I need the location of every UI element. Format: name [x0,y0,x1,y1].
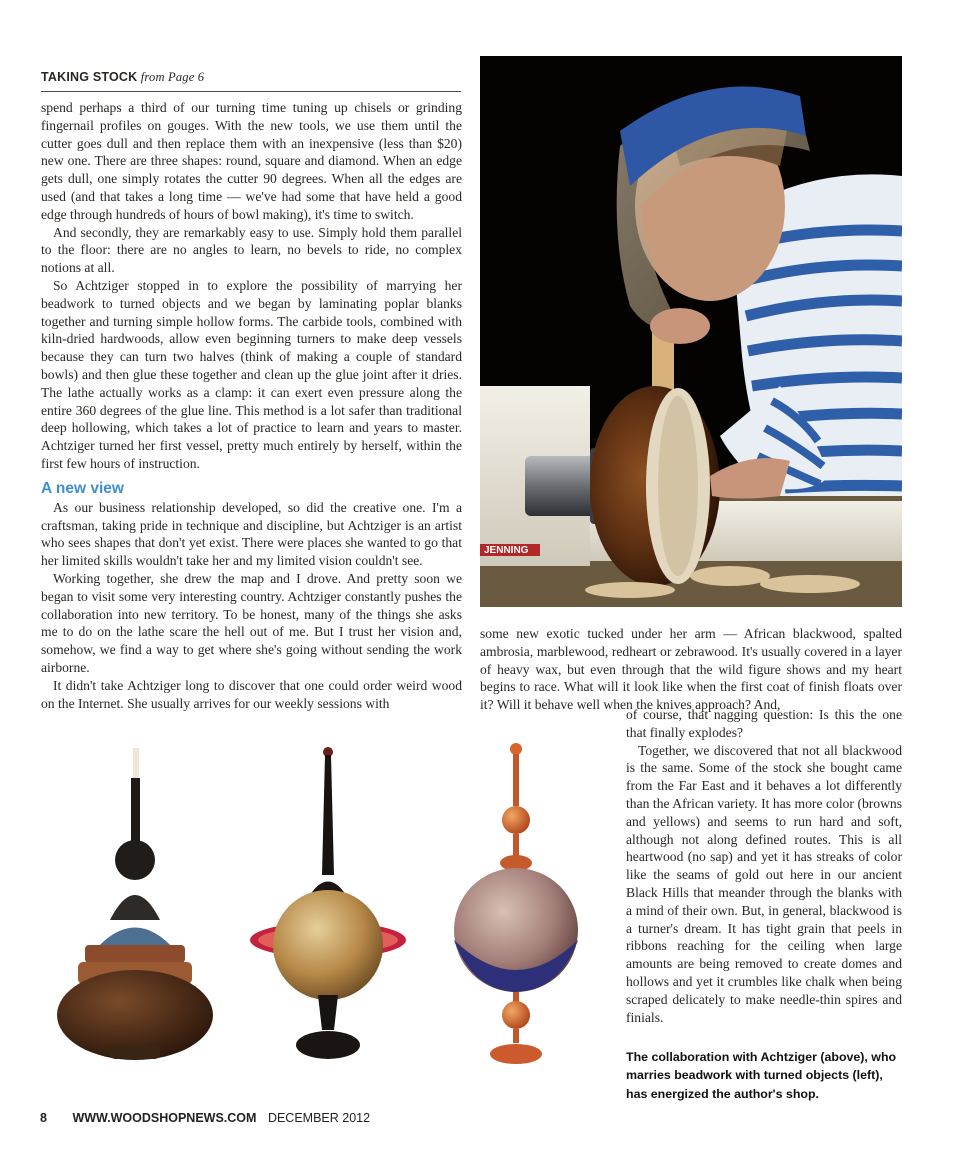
page-number: 8 [40,1111,47,1125]
right-column-narrow [626,706,902,1026]
running-head-title: TAKING STOCK [41,70,138,84]
page-footer [40,1111,370,1125]
vessel-beaded-sphere [454,743,578,1064]
paragraph: spend perhaps a third of our turning time tuning up chisels or grinding fingernail profiles on gouges. With the new tools, we use them until the cutter goes dull and then replace them with an inexpensive (less than $20) new one. There are three shapes: round, square and diamond. When an edge gets dull, one simply rotates the cutter 90 degrees. When all the edges are used (and that takes a long time — we've had some that have held a good edge through hundreds of hours of bowl making), it's time to switch. [41,100,462,222]
photo-caption: The collaboration with Achtziger (above), who marries beadwork with turned objects (left), has energized the author's shop. [626,1050,897,1101]
paragraph: of course, that nagging question: Is this the one that finally explodes? [626,707,902,740]
right-column-top [480,625,902,714]
running-head-rule [41,91,461,92]
lathe-label: JENNING [484,545,529,556]
paragraph: And secondly, they are remarkably easy to use. Simply hold them parallel to the floor: there are no angles to learn, no bevels to ride, no complex notions at all. [41,224,462,276]
left-column [41,99,462,712]
paragraph: Working together, she drew the map and I drove. And pretty soon we began to visit some very interesting country. Achtziger constantly pushes the collaboration into new territory. To be honest, many of the things she asks me to do on the lathe scare the hell out of me. But I trust her vision and, somehow, we find a way to get where she's going without sending the work airborne. [41,570,462,675]
paragraph: some new exotic tucked under her arm — African blackwood, spalted ambrosia, marblewood, redheart or zebrawood. It's usually covered in a layer of heavy wax, but even through that the wild figure shows and my heart begins to race. What will it look like when the first coat of finish floats over it? Will it behave well when the knives approach? And, [480,626,902,713]
lathe-photo [480,56,902,607]
vessel-beaded-dark [57,748,213,1060]
vessels-photo [40,740,610,1070]
running-head [41,70,461,85]
issue-date: DECEMBER 2012 [267,1111,371,1125]
paragraph: As our business relationship developed, so did the creative one. I'm a craftsman, taking pride in technique and discipline, but Achtziger is an artist who sees shapes that don't yet exist. There were places she wanted to go that her limited skills wouldn't take her and my limited vision couldn't see. [41,499,462,569]
paragraph: It didn't take Achtziger long to discover that one could order weird wood on the Internet. She usually arrives for our weekly sessions with [41,677,462,711]
paragraph: So Achtziger stopped in to explore the possibility of marrying her beadwork to turned objects and we began by laminating poplar blanks together and turning simple hollow forms. The carbide tools, combined with kiln-dried hardwoods, allow even beginning turners to make deep vessels because they can turn two halves (think of making a couple of standard bowls) and then glue these together and clean up the glue joint after it dries. The lathe actually works as a clamp: it can exert even pressure along the entire 360 degrees of the glue line. This method is a lot safer than traditional deep hollowing, which takes a lot of practice to learn and years to master. Achtziger turned her first vessel, pretty much entirely by herself, within the first few hours of instruction. [41,277,462,471]
paragraph: Together, we discovered that not all blackwood is the same. Some of the stock she bought came from the Far East and it behaves a lot differently than the African variety. It has more color (browns and yellows) and seems to run hard and soft, although not along defined routes. This is all heartwood (no sap) and yet it has streaks of color like the seams of gold out here in our ancient Black Hills that meander through the blanks with a mind of their own. But, in general, blackwood is a turner's dream. It has tight grain that peels in ribbons reaching for the ceiling when large amounts are being removed to create domes and hollows and yet it crumbles like chalk when being scraped delicately to make needle-thin spires and finials. [626,742,902,1025]
section-subhead: A new view [41,479,124,497]
running-head-from: from Page 6 [140,70,205,84]
vessel-burl-red-rim [250,747,406,1059]
site-link[interactable]: WWW.WOODSHOPNEWS.COM [72,1111,257,1125]
